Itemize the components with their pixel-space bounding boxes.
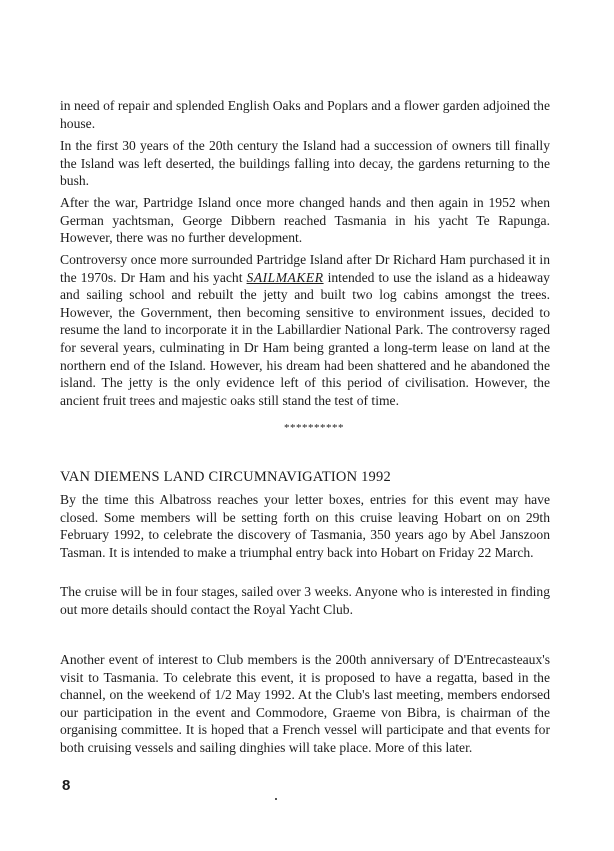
yacht-name-sailmaker: SAILMAKER <box>246 269 324 285</box>
paragraph-controversy <box>60 251 550 409</box>
paragraph-cruise-stages: The cruise will be in four stages, sailed over 3 weeks. Anyone who is interested in finding out more details should contact the Royal Yacht Club. <box>60 584 550 617</box>
page-number: 8 <box>62 777 71 794</box>
paragraph-after-the-war: After the war, Partridge Island once more changed hands and then again in 1952 when German yachtsman, George Dibbern reached Tasmania in his yacht Te Rapunga. However, there was no further development. <box>60 195 550 246</box>
section-heading: VAN DIEMENS LAND CIRCUMNAVIGATION 1992 <box>60 469 391 485</box>
paragraph-island-owners: In the first 30 years of the 20th century the Island had a succession of owners till finally the Island was left deserted, the buildings falling into decay, the gardens returning to the bush. <box>60 138 550 189</box>
controversy-text-start: Controversy once more surrounded Partridge Island after Dr Richard Ham purchased it in the 1970s. Dr Ham and his yacht <box>60 252 550 285</box>
paragraph-circumnavigation: By the time this Albatross reaches your letter boxes, entries for this event may have closed. Some members will be setting forth on this cruise leaving Hobart on on 29th February 1992, to celebrate the discovery of Tasmania, 350 years ago by Abel Janszoon Tasman. It is intended to make a triumphal entry back into Hobart on Friday 22 March. <box>60 492 550 560</box>
scan-speck <box>275 798 277 800</box>
paragraph-anniversary-regatta: Another event of interest to Club members is the 200th anniversary of D'Entrecasteaux's visit to Tasmania. To celebrate this event, it is proposed to have a regatta, based in the channel, on the weekend of 1/2 May 1992. At the Club's last meeting, members endorsed our participation in the event and Commodore, Graeme von Bibra, is chairman of the organising committee. It is hoped that a French vessel will participate and that events for both cruising vessels and sailing dinghies will take place. More of this later. <box>60 652 550 755</box>
controversy-text-end: intended to use the island as a hideaway and sailing school and rebuilt the jetty and built two log cabins amongst the trees. However, the Government, then becoming sensitive to environment issues, decided to resume the land to incorporate it in the Labillardier National Park. The controversy raged for several years, culminating in Dr Ham being granted a long-term lease on land at the northern end of the Island. However, his dream had been shattered and he abandoned the island. The jetty is the only evidence left of this period of civilisation. However, the ancient fruit trees and majestic oaks still stand the test of time. <box>60 269 550 408</box>
section-separator: ********** <box>284 422 344 434</box>
paragraph-house-description: in need of repair and splended English Oaks and Poplars and a flower garden adjoined the house. <box>60 98 550 131</box>
